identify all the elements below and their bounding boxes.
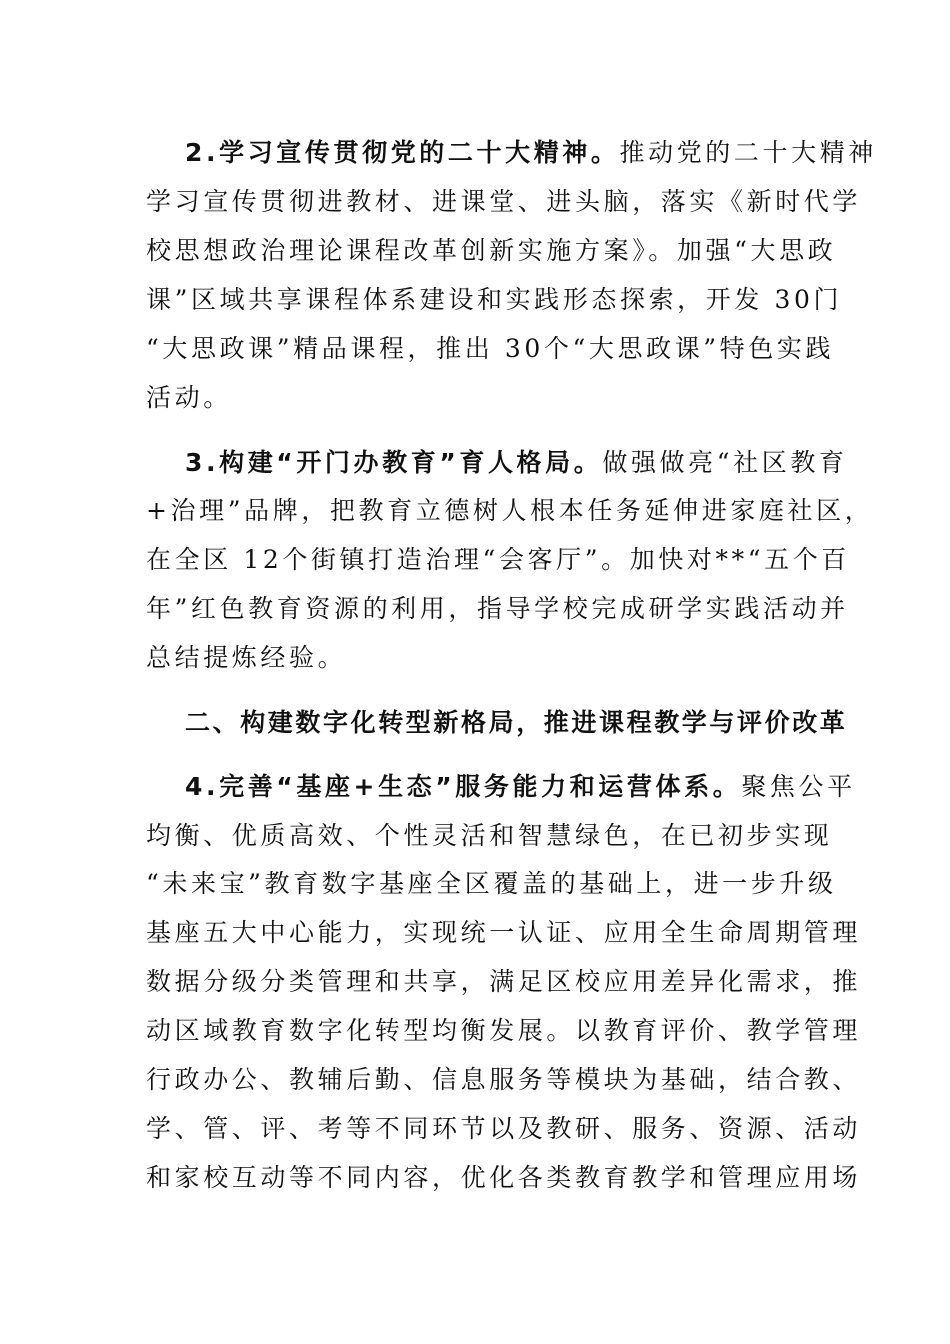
item2-lead: 2.学习宣传贯彻党的二十大精神。: [185, 138, 620, 167]
item4-line-3: “未来宝”教育数字基座全区覆盖的基础上，进一步升级: [146, 869, 837, 898]
section2-heading: 二、构建数字化转型新格局，推进课程教学与评价改革: [185, 708, 848, 737]
item2-first-line: [185, 133, 877, 173]
item3-line-4: 年”红色教育资源的利用，指导学校完成研学实践活动并: [146, 594, 849, 623]
item4-lead: 4.完善“基座+生态”服务能力和运营体系。: [185, 772, 742, 801]
item3-line-3: 在全区 12个街镇打造治理“会客厅”。加快对**“五个百: [146, 545, 850, 574]
item2-line-3: 校思想政治理论课程改革创新实施方案》。加强“大思政: [146, 236, 837, 265]
item3-lead: 3.构建“开门办教育”育人格局。: [185, 448, 603, 477]
item3-line-5: 总结提炼经验。: [146, 643, 347, 672]
item4-line-4: 基座五大中心能力，实现统一认证、应用全生命周期管理: [146, 918, 862, 947]
item4-line-5: 数据分级分类管理和共享，满足区校应用差异化需求，推: [146, 967, 862, 996]
item4-line-6: 动区域教育数字化转型均衡发展。以教育评价、教学管理: [146, 1016, 862, 1045]
item3-line-2: +治理”品牌，把教育立德树人根本任务延伸进家庭社区，: [146, 496, 874, 525]
item4-first-line: [185, 767, 856, 807]
item4-line-9: 和家校互动等不同内容，优化各类教育教学和管理应用场: [146, 1163, 862, 1192]
item4-line-7: 行政办公、教辅后勤、信息服务等模块为基础，结合教、: [146, 1065, 862, 1094]
item2-line-5: “大思政课”精品课程，推出 30个“大思政课”特色实践: [146, 334, 835, 363]
item4-line-1: 聚焦公平: [741, 772, 856, 801]
item2-line-2: 学习宣传贯彻进教材、进课堂、进头脑，落实《新时代学: [146, 187, 862, 216]
item4-line-8: 学、管、评、考等不同环节以及教研、服务、资源、活动: [146, 1114, 862, 1143]
item2-line-4: 课”区域共享课程体系建设和实践形态探索，开发 30门: [146, 285, 843, 314]
item2-line-6: 活动。: [146, 383, 232, 412]
item3-first-line: [185, 443, 848, 483]
item3-line-1: 做强做亮“社区教育: [602, 448, 848, 477]
item2-line-1: 推动党的二十大精神: [619, 138, 877, 167]
item4-line-2: 均衡、优质高效、个性灵活和智慧绿色，在已初步实现: [146, 821, 833, 850]
